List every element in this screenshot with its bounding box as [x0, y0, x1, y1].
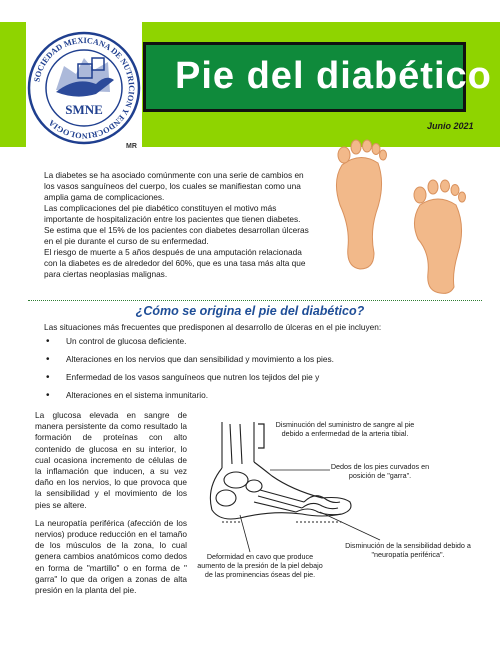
- list-item: • Un control de glucosa deficiente.: [44, 336, 484, 354]
- list-item: • Alteraciones en los nervios que dan sensibilidad y movimiento a los pies.: [44, 354, 484, 372]
- page-title: Pie del diabético: [175, 55, 492, 97]
- intro-paragraph: La diabetes se ha asociado comúnmente con una serie de cambios en los vasos sanguíneos del cuerpo, los cuales se manifiestan como una amplia gama de complicaciones.: [44, 170, 304, 202]
- intro-paragraph: Se estima que el 15% de los pacientes con diabetes desarrollan úlceras en el pie durante el curso de su enfermedad.: [44, 225, 309, 246]
- issue-date: Junio 2021: [427, 121, 474, 131]
- list-item: • Alteraciones en el sistema inmunitario.: [44, 390, 484, 408]
- logo-ring-text: SOCIEDAD MEXICANA DE NUTRICION Y ENDOCRINOLOGIA: [32, 35, 137, 141]
- intro-paragraph: El riesgo de muerte a 5 años después de una amputación relacionada con la diabetes es de alrededor del 60%, que es una tasa más alta que para ciertas neoplasias malignas.: [44, 247, 306, 279]
- body-paragraph: La neuropatía periférica (afección de los nervios) produce reducción en el tamaño de los músculos de la zona, lo cual genera cambios anatómicos como dedos en forma de "martillo" o en forma de " garra" lo que da origen a zonas de alta presión en la planta del pie.: [35, 517, 187, 596]
- section-heading: ¿Cómo se origina el pie del diabético?: [135, 304, 365, 318]
- annotation-blood-supply: Disminución del suministro de sangre al pie debido a enfermedad de la arteria tibial.: [275, 420, 415, 438]
- body-paragraph: La glucosa elevada en sangre de manera persistente da como resultado la formación de proteínas con alto contenido de glucosa en su interior, lo cual ocasiona incremento de células de la inflamación que inducen, a su vez daño en los nervios, lo que provoca que la sensibilidad y el movimiento de los pies se altere.: [35, 410, 187, 510]
- logo-mark: MR: [126, 143, 137, 150]
- annotation-neuropathy: Disminución de la sensibilidad debido a "neuropatía periférica".: [345, 541, 471, 559]
- logo-acronym: SMNE: [65, 102, 103, 117]
- intro-paragraph: Las complicaciones del pie diabético constituyen el motivo más importante de hospitalización entre los pacientes que tienen diabetes.: [44, 203, 301, 224]
- annotation-cavus-deformity: Deformidad en cavo que produce aumento de la presión de la piel debajo de las prominencias óseas del pie.: [197, 552, 323, 579]
- annotation-claw-toes: Dedos de los pies curvados en posición de "garra".: [330, 462, 430, 480]
- section-lead: Las situaciones más frecuentes que predisponen al desarrollo de úlceras en el pie incluyen:: [44, 322, 382, 332]
- list-item: • Enfermedad de los vasos sanguíneos que nutren los tejidos del pie y: [44, 372, 484, 390]
